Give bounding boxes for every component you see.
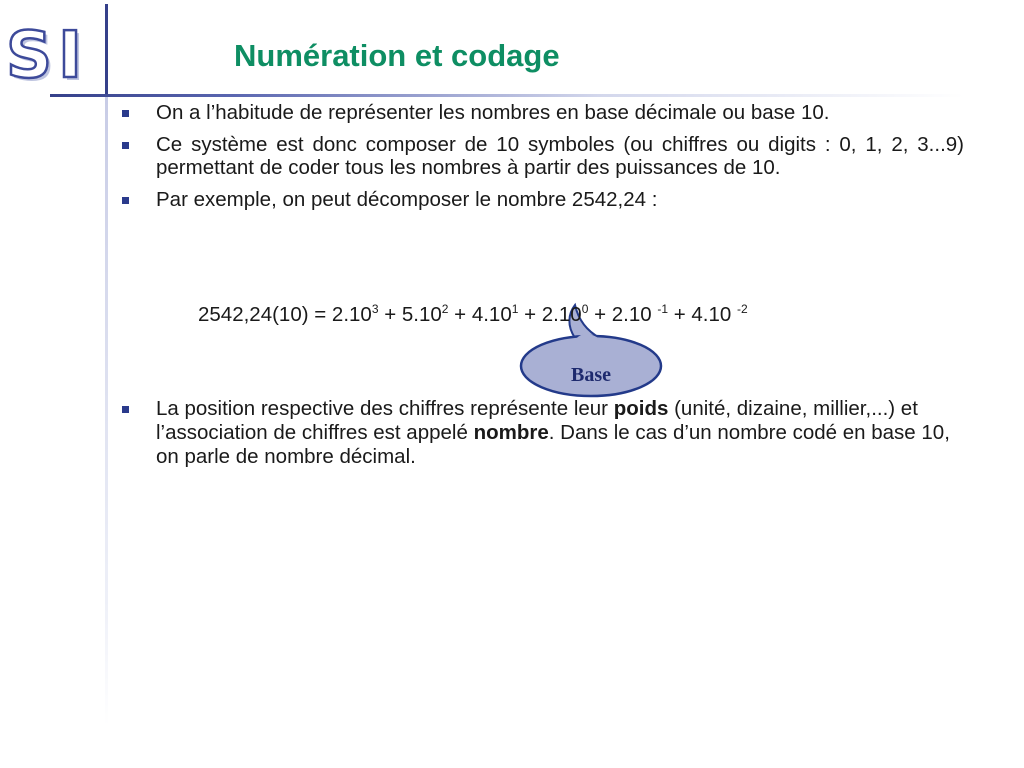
- bullet-text: Ce système est donc composer de 10 symboles (ou chiffres ou digits : 0, 1, 2, 3...9) permettant de coder tous les nombres à partir des puissances de 10.: [156, 132, 964, 179]
- bullet-marker: [122, 110, 129, 117]
- bullet-item-2: [118, 133, 964, 180]
- bullet-marker: [122, 197, 129, 204]
- bullet-item-4: La position respective des chiffres représente leur poids (unité, dizaine, millier,...) et l’association de chiffres est appelé nombre. Dans le cas d’un nombre codé en base 10, on parle de nombre décimal.: [118, 397, 964, 469]
- bullet-item-1: [118, 101, 964, 125]
- slide-title: Numération et codage: [234, 38, 560, 73]
- keyword-poids: poids: [613, 397, 669, 420]
- header-vertical-rule: [105, 4, 108, 96]
- header-horizontal-rule: [50, 94, 964, 97]
- side-vertical-rule: [105, 96, 108, 726]
- bullet-list-2: [118, 397, 964, 477]
- bullet-marker: [122, 406, 129, 413]
- bullet-item-3: [118, 188, 964, 212]
- keyword-nombre: nombre: [473, 421, 549, 444]
- bullet-text: On a l’habitude de représenter les nombres en base décimale ou base 10.: [156, 101, 830, 124]
- callout-label: Base: [571, 364, 611, 386]
- si-logo: SI: [6, 19, 88, 93]
- bullet-marker: [122, 142, 129, 149]
- bullet-text: Par exemple, on peut décomposer le nombre 2542,24 :: [156, 187, 658, 211]
- bullet-list: [118, 101, 964, 219]
- decomposition-formula: $2542,24(10) = 2.10^3 + 5.10^2 + 4.10^1 + 2.10^0 + 2.10$ $^{-1}$ + 4.10 $^{-2}$: [198, 302, 748, 326]
